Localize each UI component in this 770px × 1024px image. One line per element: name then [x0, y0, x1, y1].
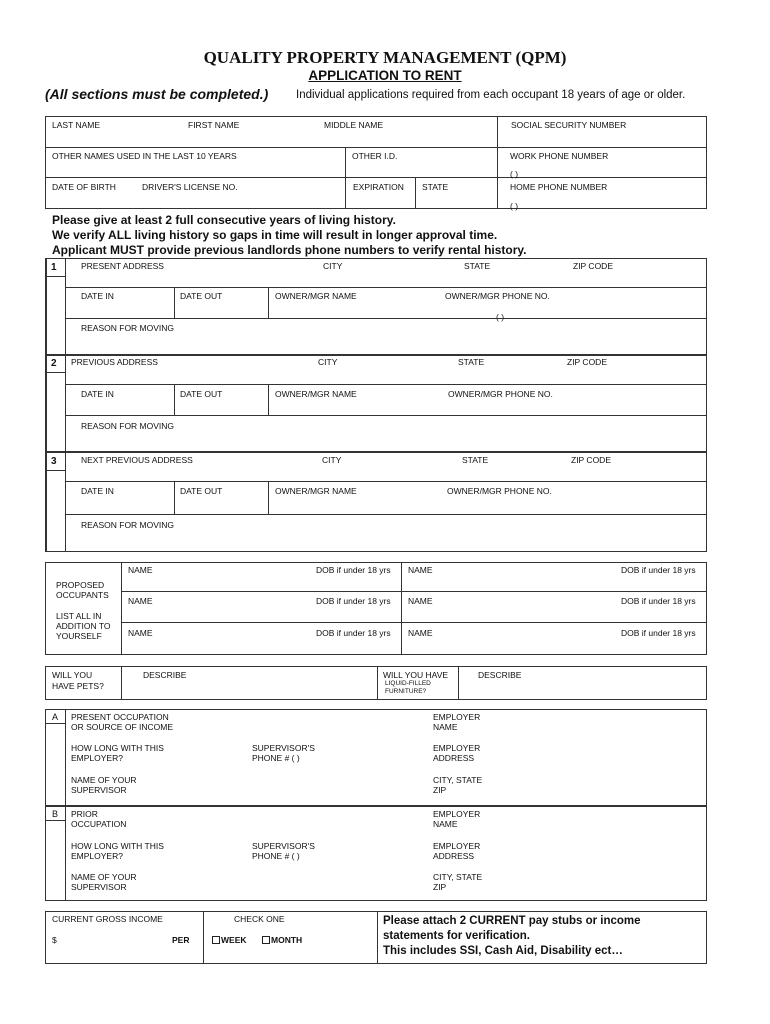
present-occupation-label-2[interactable]: OR SOURCE OF INCOME: [71, 722, 174, 732]
how-long-label-a-1[interactable]: HOW LONG WITH THIS: [71, 743, 164, 753]
month-checkbox[interactable]: [262, 935, 302, 945]
per-label: PER: [172, 935, 190, 945]
week-label: WEEK: [221, 935, 247, 945]
occupant-dob-field-6[interactable]: DOB if under 18 yrs: [621, 628, 696, 638]
history-number-3: 3: [51, 456, 57, 467]
employer-address-label-b-2[interactable]: ADDRESS: [433, 851, 475, 861]
occupant-name-field-2[interactable]: NAME: [408, 565, 433, 575]
owner-name-field-3[interactable]: OWNER/MGR NAME: [275, 486, 357, 496]
state-field-3[interactable]: STATE: [462, 455, 489, 465]
date-in-field-3[interactable]: DATE IN: [81, 486, 114, 496]
notice-text: Individual applications required from each occupant 18 years of age or older.: [296, 89, 686, 101]
other-names-field[interactable]: OTHER NAMES USED IN THE LAST 10 YEARS: [52, 151, 237, 161]
owner-phone-field-3[interactable]: OWNER/MGR PHONE NO.: [447, 486, 552, 496]
state-field-1[interactable]: STATE: [464, 261, 491, 271]
month-checkbox-box[interactable]: [262, 936, 270, 944]
work-phone-field[interactable]: WORK PHONE NUMBER: [510, 151, 609, 161]
zip-field-3[interactable]: ZIP CODE: [571, 455, 611, 465]
present-address-field[interactable]: PRESENT ADDRESS: [81, 261, 164, 271]
furniture-describe-field[interactable]: DESCRIBE: [478, 670, 522, 680]
state-field[interactable]: STATE: [422, 182, 449, 192]
history-instruction-2: We verify ALL living history so gaps in time will result in longer approval time.: [52, 228, 498, 242]
attach-note-2: statements for verification.: [383, 930, 530, 942]
history-section: [45, 258, 707, 552]
expiration-field[interactable]: EXPIRATION: [353, 182, 404, 192]
owner-phone-field-2[interactable]: OWNER/MGR PHONE NO.: [448, 389, 553, 399]
occupants-section: [45, 562, 707, 655]
city-state-label-a-2[interactable]: ZIP: [433, 785, 447, 795]
section-b-label: B: [52, 809, 59, 819]
occupants-label-4: ADDITION TO: [56, 621, 111, 631]
employer-name-label-b-2[interactable]: NAME: [433, 819, 458, 829]
supervisor-name-label-a-2[interactable]: SUPERVISOR: [71, 785, 127, 795]
section-a-label: A: [52, 712, 59, 722]
occupant-dob-field-4[interactable]: DOB if under 18 yrs: [621, 596, 696, 606]
pets-describe-field[interactable]: DESCRIBE: [143, 670, 187, 680]
furniture-label: WILL YOU HAVE: [383, 670, 449, 680]
week-checkbox[interactable]: [212, 935, 247, 945]
attach-note-3: This includes SSI, Cash Aid, Disability ect…: [383, 945, 623, 957]
owner-name-field-1[interactable]: OWNER/MGR NAME: [275, 291, 357, 301]
owner-phone-parens-1: ( ): [496, 312, 505, 322]
state-field-2[interactable]: STATE: [458, 357, 485, 367]
city-field-2[interactable]: CITY: [318, 357, 338, 367]
occupant-name-field-5[interactable]: NAME: [128, 628, 153, 638]
gross-income-input[interactable]: [58, 935, 170, 946]
supervisor-name-label-a-1[interactable]: NAME OF YOUR: [71, 775, 137, 785]
week-checkbox-box[interactable]: [212, 936, 220, 944]
supervisor-name-label-b-2[interactable]: SUPERVISOR: [71, 882, 127, 892]
how-long-label-b-1[interactable]: HOW LONG WITH THIS: [71, 841, 164, 851]
last-name-field[interactable]: LAST NAME: [52, 120, 101, 130]
city-state-label-b-2[interactable]: ZIP: [433, 882, 447, 892]
dollar-sign: $: [52, 935, 57, 945]
furniture-label-liquid: LIQUID-FILLED: [385, 680, 431, 687]
notice-emphasis: (All sections must be completed.): [45, 86, 269, 102]
date-in-field-1[interactable]: DATE IN: [81, 291, 114, 301]
attach-note-1: Please attach 2 CURRENT pay stubs or income: [383, 915, 641, 927]
drivers-license-field[interactable]: DRIVER'S LICENSE NO.: [142, 182, 238, 192]
date-out-field-3[interactable]: DATE OUT: [180, 486, 223, 496]
occupant-dob-field-1[interactable]: DOB if under 18 yrs: [316, 565, 391, 575]
zip-field-1[interactable]: ZIP CODE: [573, 261, 613, 271]
how-long-label-a-2[interactable]: EMPLOYER?: [71, 753, 123, 763]
supervisor-phone-label-b-2[interactable]: PHONE # ( ): [252, 851, 300, 861]
history-number-1: 1: [51, 262, 57, 273]
middle-name-field[interactable]: MIDDLE NAME: [324, 120, 384, 130]
occupant-dob-field-3[interactable]: DOB if under 18 yrs: [316, 596, 391, 606]
city-field-1[interactable]: CITY: [323, 261, 343, 271]
home-phone-parens: ( ): [510, 201, 519, 211]
owner-phone-field-1[interactable]: OWNER/MGR PHONE NO.: [445, 291, 550, 301]
employer-address-label-a-2[interactable]: ADDRESS: [433, 753, 475, 763]
supervisor-name-label-b-1[interactable]: NAME OF YOUR: [71, 872, 137, 882]
check-one-label: CHECK ONE: [234, 914, 285, 924]
furniture-label-question: FURNITURE?: [385, 688, 427, 695]
month-label: MONTH: [271, 935, 303, 945]
how-long-label-b-2[interactable]: EMPLOYER?: [71, 851, 123, 861]
prior-occupation-label-1[interactable]: PRIOR: [71, 809, 98, 819]
present-occupation-label-1[interactable]: PRESENT OCCUPATION: [71, 712, 169, 722]
history-number-2: 2: [51, 358, 57, 369]
occupants-label-3: LIST ALL IN: [56, 611, 102, 621]
occupants-label-2: OCCUPANTS: [56, 590, 109, 600]
occupant-name-field-1[interactable]: NAME: [128, 565, 153, 575]
reason-field-2[interactable]: REASON FOR MOVING: [81, 421, 175, 431]
employer-name-label-b-1[interactable]: EMPLOYER: [433, 809, 481, 819]
employer-address-label-b-1[interactable]: EMPLOYER: [433, 841, 481, 851]
first-name-field[interactable]: FIRST NAME: [188, 120, 240, 130]
pets-label-1: WILL YOU: [52, 670, 93, 680]
date-out-field-1[interactable]: DATE OUT: [180, 291, 223, 301]
occupant-name-field-3[interactable]: NAME: [128, 596, 153, 606]
history-instruction-3: Applicant MUST provide previous landlords phone numbers to verify rental history.: [52, 243, 527, 257]
page-title: QUALITY PROPERTY MANAGEMENT (QPM): [203, 48, 567, 67]
occupant-name-field-4[interactable]: NAME: [408, 596, 433, 606]
reason-field-1[interactable]: REASON FOR MOVING: [81, 323, 175, 333]
owner-name-field-2[interactable]: OWNER/MGR NAME: [275, 389, 357, 399]
history-instruction-1: Please give at least 2 full consecutive years of living history.: [52, 213, 396, 227]
home-phone-field[interactable]: HOME PHONE NUMBER: [510, 182, 608, 192]
city-field-3[interactable]: CITY: [322, 455, 342, 465]
work-phone-parens: ( ): [510, 169, 519, 179]
pets-label-2: HAVE PETS?: [52, 681, 104, 691]
reason-field-3[interactable]: REASON FOR MOVING: [81, 520, 175, 530]
employer-name-label-a-2[interactable]: NAME: [433, 722, 458, 732]
date-out-field-2[interactable]: DATE OUT: [180, 389, 223, 399]
supervisor-phone-label-a-1[interactable]: SUPERVISOR'S: [252, 743, 315, 753]
prior-occupation-label-2[interactable]: OCCUPATION: [71, 819, 127, 829]
occupants-label-5: YOURSELF: [56, 631, 102, 641]
supervisor-phone-label-a-2[interactable]: PHONE # ( ): [252, 753, 300, 763]
other-id-field[interactable]: OTHER I.D.: [352, 151, 398, 161]
occupants-label-1: PROPOSED: [56, 580, 105, 590]
previous-address-field[interactable]: PREVIOUS ADDRESS: [71, 357, 158, 367]
occupant-dob-field-5[interactable]: DOB if under 18 yrs: [316, 628, 391, 638]
gross-income-label: CURRENT GROSS INCOME: [52, 914, 163, 924]
employer-address-label-a-1[interactable]: EMPLOYER: [433, 743, 481, 753]
dob-field[interactable]: DATE OF BIRTH: [52, 182, 116, 192]
next-previous-address-field[interactable]: NEXT PREVIOUS ADDRESS: [81, 455, 193, 465]
occupant-name-field-6[interactable]: NAME: [408, 628, 433, 638]
ssn-field[interactable]: SOCIAL SECURITY NUMBER: [511, 120, 627, 130]
employer-name-label-a-1[interactable]: EMPLOYER: [433, 712, 481, 722]
occupant-dob-field-2[interactable]: DOB if under 18 yrs: [621, 565, 696, 575]
city-state-label-b-1[interactable]: CITY, STATE: [433, 872, 483, 882]
page-subtitle: APPLICATION TO RENT: [308, 68, 462, 83]
supervisor-phone-label-b-1[interactable]: SUPERVISOR'S: [252, 841, 315, 851]
city-state-label-a-1[interactable]: CITY, STATE: [433, 775, 483, 785]
date-in-field-2[interactable]: DATE IN: [81, 389, 114, 399]
zip-field-2[interactable]: ZIP CODE: [567, 357, 607, 367]
